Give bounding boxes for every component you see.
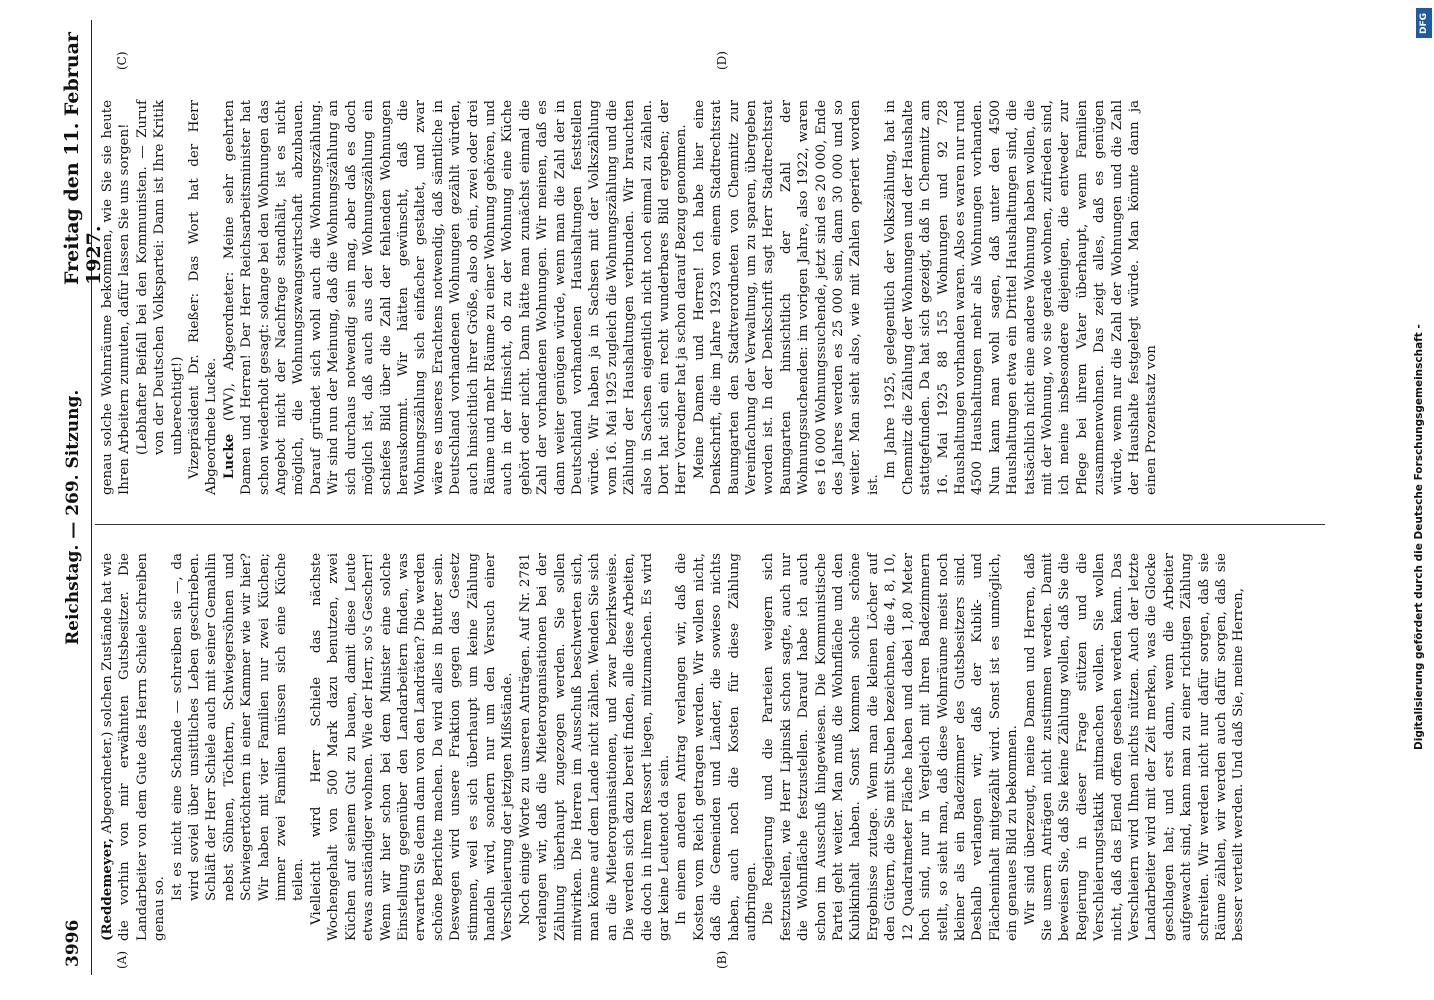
right-paragraph: Im Jahre 1925, gelegentlich der Volkszählung, hat in Chemnitz die Zählung der Wohnungen und der Haushalte stattgefunden. Da hat sich gezeigt, daß in Chemnitz am 16. Mai 1925 88 155 Wohnungen und 92 728 Haushaltungen vorhanden waren. Also es waren nur rund 4500 Haushaltungen mehr als Wohnungen vorhanden. Nun kann man wohl sagen, daß unter den 4500 Haushaltungen etwa ein Drittel Haushaltungen sind, die tatsächlich nicht eine andere Wohnung haben wollen, die mit der Wohnung, wo sie gerade wohnen, zufrieden sind, ich meine insbesondere diejenigen, die entweder zur Pflege bei ihrem Vater überhaupt, wenn Familien zusammenwohnen. Das zeigt alles, daß es genügen würde, wenn nur die Zahl der Wohnungen und die Zahl der Haushalte festgelegt würde. Man könnte dann ja einen Prozentsatz von xyxy=(883,100,1160,495)
page-header xyxy=(55,20,105,975)
margin-marker-a: (A) xyxy=(115,950,129,969)
speaker-name: Lucke xyxy=(220,433,237,479)
margin-marker-d: (D) xyxy=(715,51,729,70)
quoted-paragraph: Ist es nicht eine Schande — schreiben sie —, da wird soviel über unsittliches Leben geschrieben. Schläft der Herr Schiele auch mit seiner Gemahlin nebst Söhnen, Töchtern, Schwiegersöhnen und Schwiegertöchtern in einer Kammer wie wir hier? Wir haben mit vier Familien nur zwei Küchen; immer zwei Familien müssen sich eine Küche teilen. xyxy=(169,553,307,901)
digitization-credit: Digitalisierung gefördert durch die Deutsche Forschungsgemeinschaft - xyxy=(1413,324,1425,750)
right-column xyxy=(99,100,1319,495)
left-paragraph: Noch einige Worte zu unseren Anträgen. Auf Nr. 2781 verlangen wir, daß die Mieterorganisationen bei der Zählung überhaupt zugezogen werden. Sie sollen mitwirken. Die Herren im Ausschuß beschwerten sich, man könne auf dem Lande nicht zählen. Wenden Sie sich an die Mieterorganisationen, und zwar bezirksweise. Die werden sich dazu bereit finden, alle diese Arbeiten, die doch in ihrem Ressort liegen, mitzumachen. Es wird gar keine Leutenot da sein. xyxy=(517,553,672,941)
left-paragraph: Vielleicht wird Herr Schiele das nächste Wochengehalt von 500 Mark dazu benutzen, zwei Küchen auf seinem Gut zu bauen, damit diese Leute etwas anständiger wohnen. Wie der Herr, so's Gescherr! Wenn wir hier schon bei dem Minister eine solche Einstellung gegenüber den Landarbeitern finden, was erwarten Sie denn dann von den Landräten? Die werden schöne Berichte machen. Da wird alles in Butter sein. Deswegen wird unsere Fraktion gegen das Gesetz stimmen, weil es sich überhaupt um keine Zählung handeln wird, sondern nur um den Versuch einer Verschleierung der jetzigen Mißstände. xyxy=(308,553,516,941)
right-paragraph: genau solche Wohnräume bekommen, wie Sie sie heute Ihren Arbeitern zumuten, dafür lassen Sie uns sorgen! xyxy=(100,100,133,495)
speaker-name: (Reddemeyer, xyxy=(99,838,115,941)
date-title: Freitag den 11. Februar 1927. xyxy=(61,32,105,285)
session-title: Reichstag. — 269. Sitzung. xyxy=(63,389,83,645)
margin-marker-b: (B) xyxy=(715,950,729,969)
interjection: (Lebhafter Beifall bei den Kommunisten. — Zuruf von der Deutschen Volkspartei: Dann ist Ihre Kritik unberechtigt!) xyxy=(134,100,185,455)
left-paragraph: (Reddemeyer, Abgeordneter.) solchen Zustände hat wie die vorhin von mir erwähnten Gutsbesitzer. Die Landarbeiter von dem Gute des Herrn Schiele schreiben genau so. xyxy=(99,553,168,941)
left-paragraph: Wir sind überzeugt, meine Damen und Herren, daß Sie unsern Anträgen nicht zustimmen werden. Damit beweisen Sie, daß Sie keine Zählung wollen, daß Sie die Regierung in dieser Frage stützen und die Verschleierungstaktik mitmachen wollen. Sie wollen nicht, daß das Elend offen gesehen werden kann. Das Verschleiern wird Ihnen nichts nützen. Auch der letzte Landarbeiter wird mit der Zeit merken, was die Glocke geschlagen hat; und erst dann, wenn die Arbeiter aufgewacht sind, kann man zu einer richtigen Zählung schreiten. Wir werden nicht nur dafür sorgen, daß sie Räume zählen, wir werden auch dafür sorgen, daß sie besser verteilt werden. Und daß Sie, meine Herren, xyxy=(1022,553,1247,941)
page-number: 3996 xyxy=(63,919,83,967)
rotated-sheet xyxy=(55,20,1330,975)
chair-announcement: Vizepräsident Dr. Rießer: Das Wort hat der Herr Abgeordnete Lucke. xyxy=(187,100,220,495)
right-paragraph: Lucke (WV), Abgeordneter: Meine sehr geehrten Damen und Herren! Der Herr Reichsarbeitsminister hat schon wiederholt gesagt: solange bei den Wohnungen das Angebot nicht der Nachfrage standhält, ist es nicht möglich, die Wohnungszwangswirtschaft abzubauen. Darauf gründet sich wohl auch die Wohnungszählung. Wir sind nun der Meinung, daß die Wohnungszählung an sich durchaus notwendig sein mag, aber daß es doch möglich ist, daß auch aus der Wohnungszählung ein schiefes Bild über die Zahl der fehlenden Wohnungen herauskommt. Wir hätten gewünscht, daß die Wohnungszählung sich einfacher gestaltet, und zwar wäre es unseres Erachtens notwendig, daß sämtliche in Deutschland vorhandenen Wohnungen gezählt würden, auch hinsichtlich ihrer Größe, also ob ein, zwei oder drei Räume und mehr Räume zu einer Wohnung gehören, und auch in der Hinsicht, ob zu der Wohnung eine Küche gehört oder nicht. Dann hätte man zunächst einmal die Zahl der vorhandenen Wohnungen. Wir meinen, daß es dann weiter genügen würde, wenn man die Zahl der in Deutschland vorhandenen Haushaltungen feststellen würde. Wir haben ja in Sachsen mit der Volkszählung vom 16. Mai 1925 zugleich die Wohnungszählung und die Zählung der Haushaltungen verbunden. Wir brauchten also in Sachsen eigentlich nicht noch einmal zu zählen. Dort hat sich ein recht wunderbares Bild ergeben; der Herr Vorredner hat ja schon darauf Bezug genommen. xyxy=(220,100,690,495)
column-divider xyxy=(95,524,1325,525)
dfg-logo: DFG xyxy=(1416,8,1432,38)
speaker-role: Abgeordneter.) xyxy=(100,731,115,839)
margin-marker-c: (C) xyxy=(115,51,129,70)
left-paragraph: In einem anderen Antrag verlangen wir, daß die Kosten vom Reich getragen werden. Wir wollen nicht, daß die Gemeinden und Länder, die sowieso nichts haben, auch noch die Kosten für diese Zählung aufbringen. xyxy=(674,553,760,941)
right-paragraph: Meine Damen und Herren! Ich habe hier eine Denkschrift, die im Jahre 1923 von einem Stadtrechtsrat Baumgarten den Stadtverordneten von Chemnitz zur Vereinfachung der Verwaltung, um zu sparen, übergeben worden ist. In der Denkschrift sagt Herr Stadtrechtsrat Baumgarten hinsichtlich der Zahl der Wohnungssuchenden: im vorigen Jahre, also 1922, waren es 16 000 Wohnungssuchende, jetzt sind es 20 000, Ende des Jahres werden es 25 000 sein, dann 30 000 und so weiter. Man sieht also, wie mit Zahlen operiert worden ist. xyxy=(691,100,881,495)
left-column xyxy=(99,553,1319,941)
left-paragraph: Die Regierung und die Parteien weigern sich festzustellen, wie Herr Lipinski schon sagte, auch nur die Wohnfläche festzustellen. Darauf habe ich auch schon im Ausschuß hingewiesen. Die Kommunistische Partei geht weiter. Man muß die Wohnfläche und den Kubikinhalt haben. Sonst kommen solche schöne Ergebnisse zutage. Wenn man die kleinen Löcher auf den Gütern, die Sie mit Stuben bezeichnen, die 4, 8, 10, 12 Quadratmeter Fläche haben und dabei 1,80 Meter hoch sind, nur in Vergleich mit Ihren Badezimmern stellt, so sieht man, daß diese Wohnräume meist noch kleiner als ein Badezimmer des Gutsbesitzers sind. Deshalb verlangen wir, daß der Kubik- und Flächeninhalt mitgezählt wird. Sonst ist es unmöglich, ein genaues Bild zu bekommen. xyxy=(761,553,1021,941)
